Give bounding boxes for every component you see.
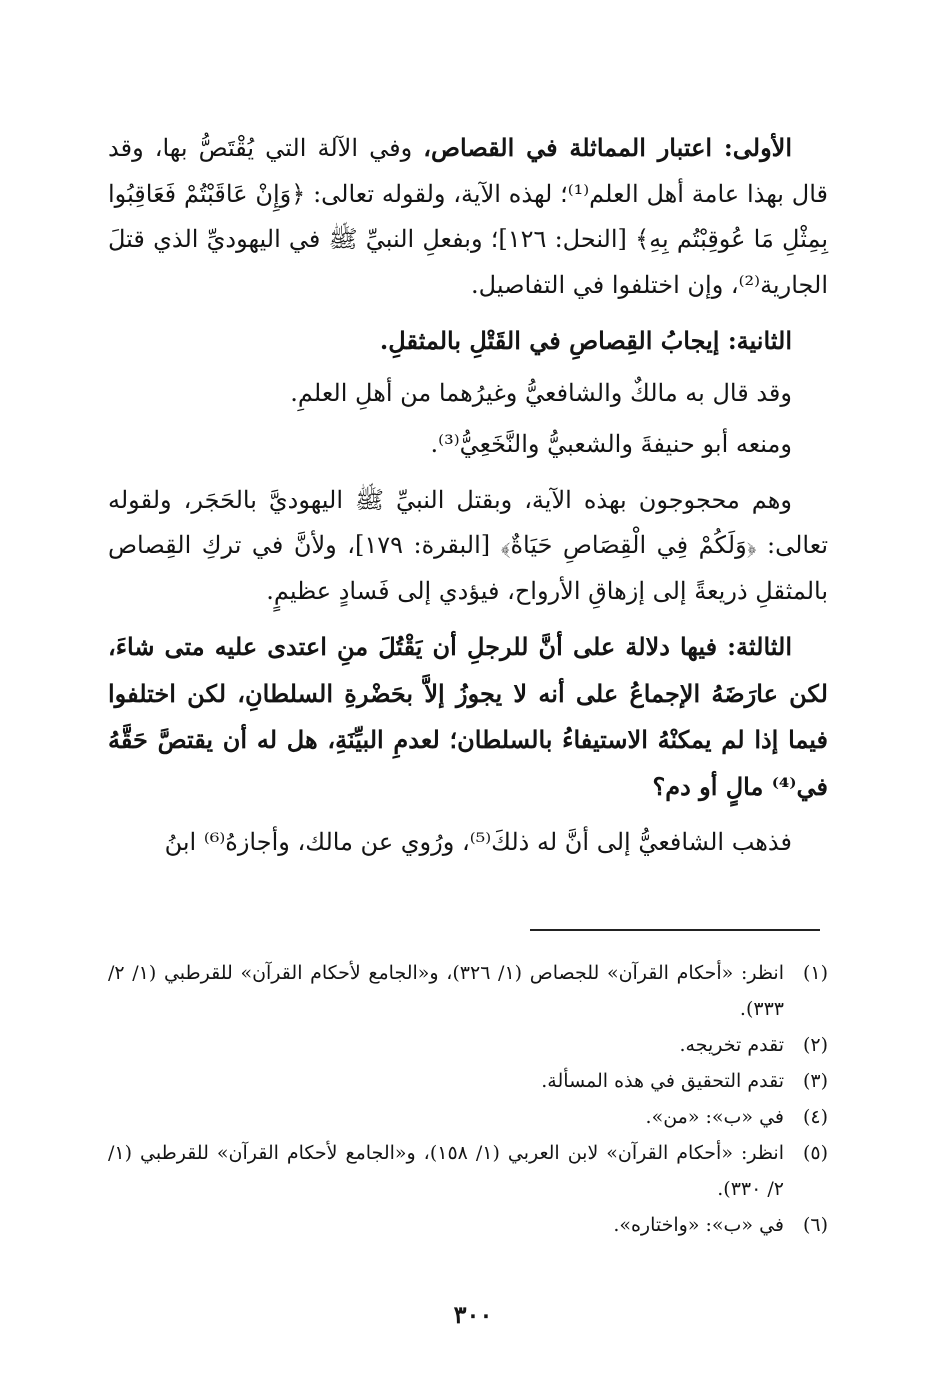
footnote bbox=[108, 1207, 828, 1243]
footnote-text: في «ب»: «واختاره». bbox=[613, 1214, 784, 1236]
paragraph-second-a bbox=[108, 371, 828, 417]
paragraph-last bbox=[108, 820, 828, 866]
heading-first: الأولى: اعتبار المماثلة في القصاص، bbox=[423, 133, 793, 162]
main-text bbox=[108, 125, 828, 876]
paragraph-second-a-text: وقد قال به مالكٌ والشافعيُّ وغيرُهما من أهلِ العلمِ. bbox=[290, 378, 792, 407]
footnotes bbox=[108, 955, 828, 1243]
footnote-number: (٥) bbox=[802, 1142, 828, 1164]
footnote-number: (١) bbox=[802, 962, 828, 984]
footnote-text: تقدم تخريجه. bbox=[679, 1034, 784, 1056]
footnote bbox=[108, 1135, 828, 1207]
page-number: ٣٠٠ bbox=[453, 1300, 493, 1329]
footnote-separator bbox=[530, 929, 820, 931]
heading-second: الثانية: إيجابُ القِصاصِ في القَتْلِ بالمثقلِ. bbox=[379, 326, 792, 355]
paragraph-third-text: الثالثة: فيها دلالة على أنَّ للرجلِ أن يَقْتُلَ منِ اعتدى عليه متى شاءَ، لكن عارَضَهُ الإجماعُ على أنه لا يجوزُ إلاَّ بحَضْرةِ السلطانِ، لكن اختلفوا فيما إذا لم يمكنْهُ الاستيفاءُ بالسلطان؛ لعدمِ البيِّنَةِ، هل له أن يقتصَّ حَقَّهُ في⁽⁴⁾ مالٍ أو دم؟ bbox=[108, 632, 828, 801]
footnote-number: (٣) bbox=[802, 1070, 828, 1092]
paragraph-first bbox=[108, 125, 828, 308]
footnote bbox=[108, 955, 828, 1027]
footnote bbox=[108, 1063, 828, 1099]
footnote-number: (٢) bbox=[802, 1034, 828, 1056]
footnote bbox=[108, 1027, 828, 1063]
footnote-number: (٦) bbox=[802, 1214, 828, 1236]
paragraph-argument bbox=[108, 478, 828, 615]
paragraph-first-text: وفي الآلة التي يُقْتَصُّ بها، وقد قال بهذا عامة أهل العلم⁽¹⁾؛ لهذه الآية، ولقوله تعالى: ﴿وَإِنْ عَاقَبْتُمْ فَعَاقِبُوا بِمِثْلِ مَا عُوقِبْتُم بِهِ﴾ [النحل: ١٢٦]؛ وبفعلِ النبيِّ ﷺ في اليهوديِّ الذي قتلَ الجارية⁽²⁾، وإن اختلفوا في التفاصيل. bbox=[108, 134, 828, 299]
paragraph-argument-text: وهم محجوجون بهذه الآية، وبقتل النبيِّ ﷺ اليهوديَّ بالحَجَر، ولقوله تعالى: ﴿وَلَكُمْ فِي الْقِصَاصِ حَيَاةٌ﴾ [البقرة: ١٧٩]، ولأنَّ في تركِ القِصاص بالمثقلِ ذريعةً إلى إزهاقِ الأرواح، فيؤدي إلى فَسادٍ عظيمٍ. bbox=[108, 485, 829, 605]
footnote-text: في «ب»: «من». bbox=[645, 1106, 784, 1128]
footnote-text: انظر: «أحكام القرآن» لابن العربي (١/ ١٥٨)، و«الجامع لأحكام القرآن» للقرطبي (١/ ٢/ ٣٣٠). bbox=[108, 1142, 784, 1200]
footnote-text: تقدم التحقيق في هذه المسألة. bbox=[541, 1070, 784, 1092]
paragraph-second-b bbox=[108, 422, 828, 468]
paragraph-second-heading bbox=[108, 318, 828, 365]
footnote bbox=[108, 1099, 828, 1135]
paragraph-last-text: فذهب الشافعيُّ إلى أنَّ له ذلكَ⁽⁵⁾، ورُوي عن مالك، وأجازهُ⁽⁶⁾ ابنُ bbox=[164, 828, 792, 856]
footnote-text: انظر: «أحكام القرآن» للجصاص (١/ ٣٢٦)، و«الجامع لأحكام القرآن» للقرطبي (١/ ٢/ ٣٣٣). bbox=[108, 962, 784, 1020]
footnote-number: (٤) bbox=[802, 1106, 828, 1128]
paragraph-second-b-text: ومنعه أبو حنيفةَ والشعبيُّ والنَّخَعِيُّ⁽³⁾. bbox=[430, 430, 792, 458]
paragraph-third bbox=[108, 624, 828, 810]
